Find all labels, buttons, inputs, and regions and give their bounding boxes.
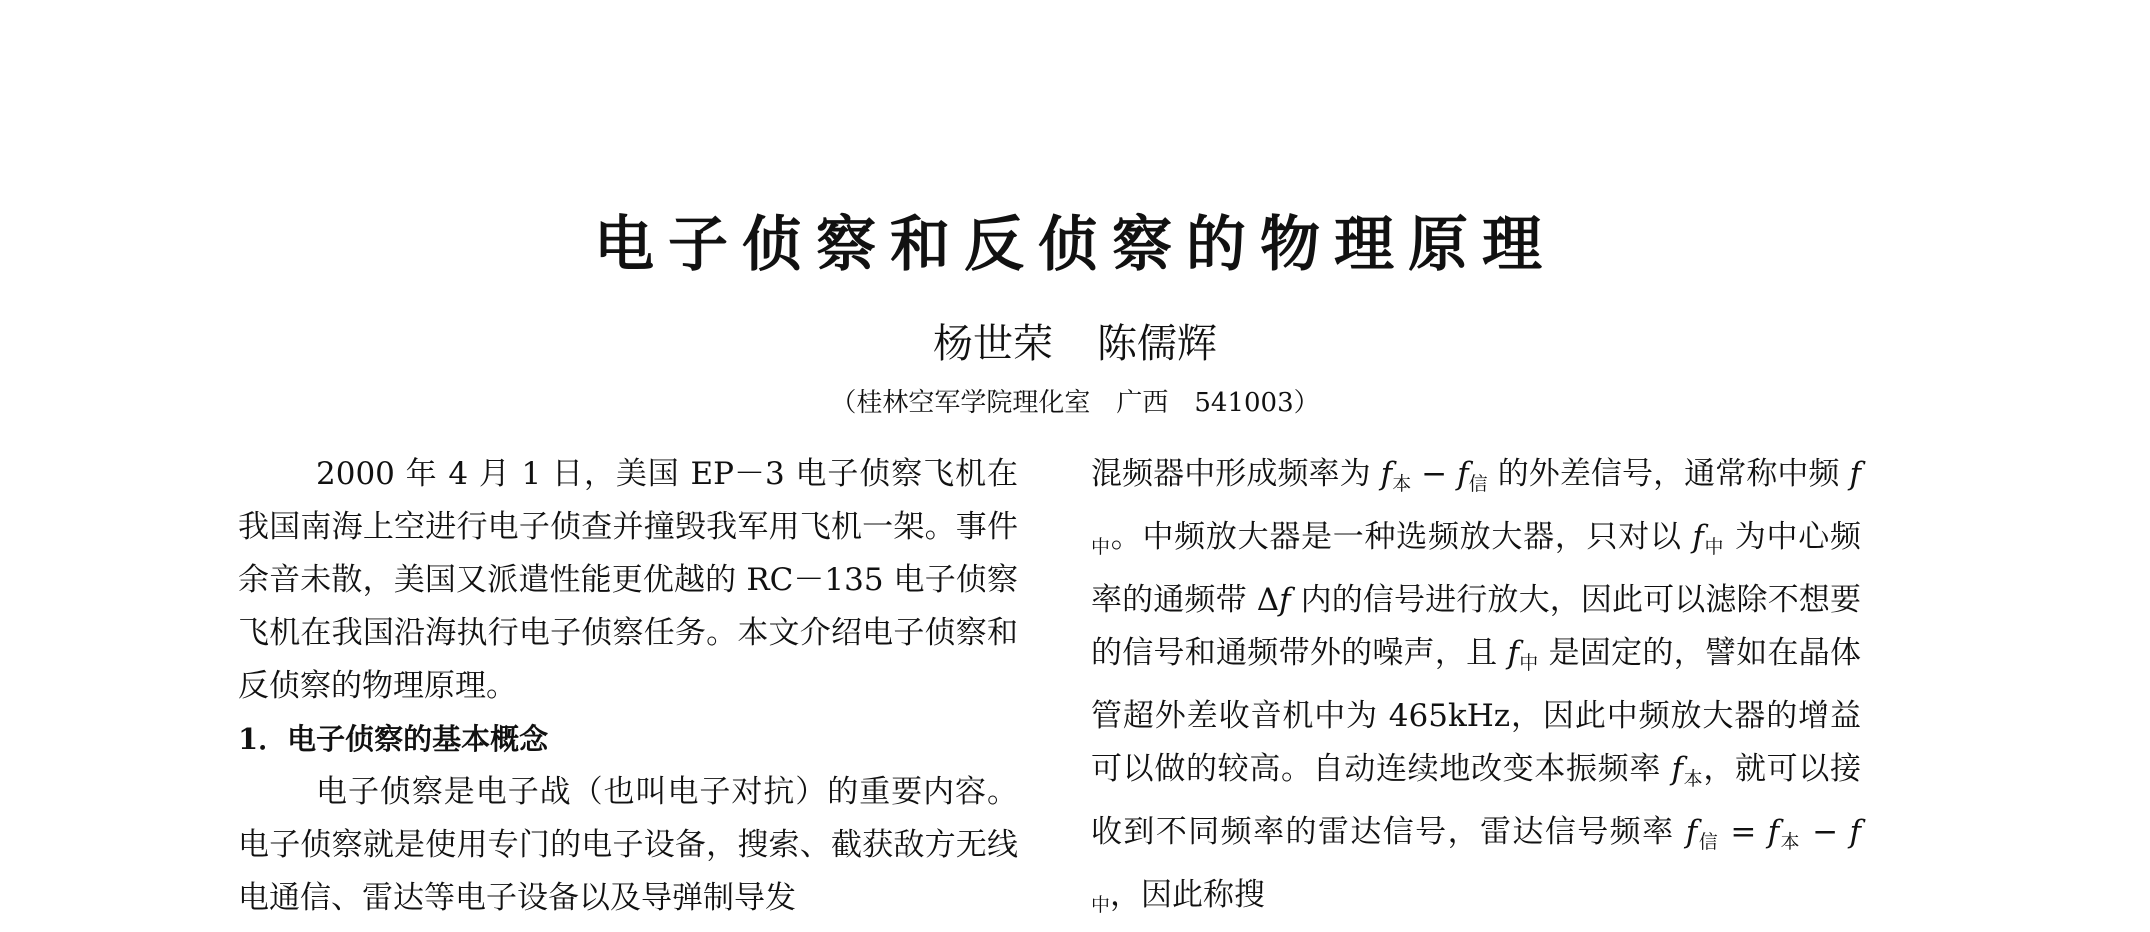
text-run: 混频器中形成频率为 <box>1091 456 1381 492</box>
formula-subscript: 本 <box>1392 473 1412 495</box>
section-heading: 1．电子侦察的基本概念 <box>238 722 549 756</box>
formula-symbol: f <box>1849 814 1861 850</box>
formula-subscript: 中 <box>1091 894 1111 916</box>
formula-subscript: 信 <box>1468 473 1488 495</box>
left-column <box>238 448 1018 925</box>
formula-subscript: 本 <box>1779 831 1801 853</box>
formula-operator: = <box>1719 814 1768 850</box>
text-run: 是固定的，譬如在晶体管超外差收音机中为 465kHz，因此中频放大器的增益可以做的较高。自动连续地改变本振频率 <box>1091 635 1861 787</box>
text-run: 为中心频率的通频带 Δ <box>1091 519 1861 618</box>
text-run: 内的信号进行放大，因此可以滤除不想要的信号和通频带外的噪声，且 <box>1091 582 1861 671</box>
right-column <box>1091 448 1861 932</box>
formula-operator: − <box>1411 456 1458 492</box>
article-title: 电子侦察和反侦察的物理原理 <box>594 210 1556 280</box>
text-run: 。中频放大器是一种选频放大器，只对以 <box>1110 519 1693 555</box>
formula-symbol: f <box>1692 519 1704 555</box>
text-run: 的外差信号，通常称中频 <box>1487 456 1850 492</box>
author-name: 杨世荣 <box>933 321 1053 367</box>
formula-symbol: f <box>1849 456 1861 492</box>
formula-symbol: f <box>1279 582 1291 618</box>
author-name: 陈儒辉 <box>1097 321 1217 367</box>
formula-subscript: 中 <box>1519 652 1539 674</box>
formula-symbol: f <box>1767 814 1780 850</box>
formula-subscript: 中 <box>1703 536 1725 558</box>
body-paragraph: 电子侦察是电子战（也叫电子对抗）的重要内容。电子侦察就是使用专门的电子设备，搜索、截获敌方无线电通信、雷达等电子设备以及导弹制导发 <box>238 774 1018 916</box>
body-paragraph: 2000 年 4 月 1 日，美国 EP－3 电子侦察飞机在我国南海上空进行电子侦查并撞毁我军用飞机一架。事件余音未散，美国又派遣性能更优越的 RC－135 电子侦察飞机在我国沿海执行电子侦察任务。本文介绍电子侦察和反侦察的物理原理。 <box>238 456 1018 704</box>
author-line <box>0 318 2150 370</box>
formula-subscript: 本 <box>1682 768 1704 790</box>
body-paragraph <box>1091 448 1861 932</box>
formula-operator: − <box>1800 814 1850 850</box>
formula-subscript: 中 <box>1091 536 1111 558</box>
formula-subscript: 信 <box>1697 831 1720 853</box>
text-run: ，因此称搜 <box>1110 877 1266 913</box>
formula-symbol: f <box>1685 814 1698 850</box>
formula-symbol: f <box>1457 456 1469 492</box>
affiliation: （桂林空军学院理化室 广西 541003） <box>830 388 1320 418</box>
formula-symbol: f <box>1380 456 1393 492</box>
formula-symbol: f <box>1507 635 1519 671</box>
text-run: ，就可以接收到不同频率的雷达信号，雷达信号频率 <box>1091 751 1861 850</box>
formula-symbol: f <box>1671 751 1683 787</box>
